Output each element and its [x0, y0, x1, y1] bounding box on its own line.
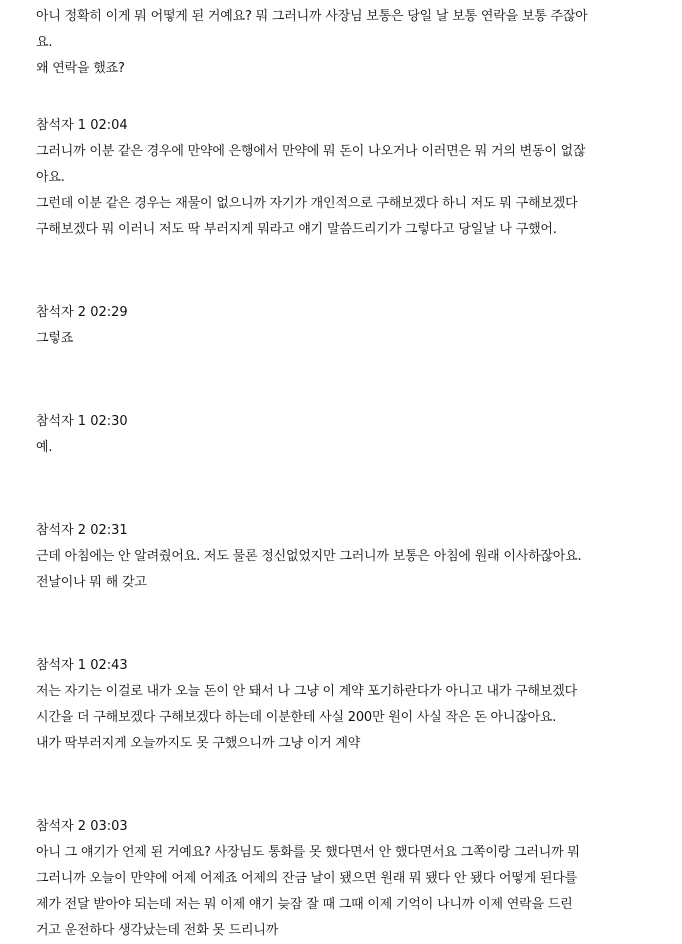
- speaker-timestamp: 참석자 2 02:31: [36, 523, 128, 538]
- utterance-block: [36, 518, 654, 596]
- transcript-line: 내가 딱부러지게 오늘까지도 못 구했으니까 그냥 이거 계약: [36, 736, 361, 751]
- spacer: [36, 243, 654, 300]
- utterance-block: [36, 409, 654, 461]
- spacer: [36, 757, 654, 814]
- speaker-timestamp: 참석자 1 02:04: [36, 118, 128, 133]
- transcript-line: 왜 연락을 했죠?: [36, 61, 125, 76]
- transcript-line: 예.: [36, 440, 53, 455]
- transcript-line: 전날이나 뭐 해 갖고: [36, 575, 147, 590]
- speaker-timestamp: 참석자 1 02:30: [36, 414, 128, 429]
- transcript-line: 아요.: [36, 170, 65, 185]
- utterance-block: [36, 300, 654, 352]
- transcript-line: 그런데 이분 같은 경우는 재물이 없으니까 자기가 개인적으로 구해보겠다 하니 저도 뭐 구해보겠다: [36, 196, 578, 211]
- transcript-line: 그렇죠: [36, 331, 74, 346]
- speaker-timestamp: 참석자 1 02:43: [36, 658, 128, 673]
- utterance-block: [36, 113, 654, 243]
- transcript-line: 시간을 더 구해보겠다 구해보겠다 하는데 이분한테 사실 200만 원이 사실 작은 돈 아니잖아요.: [36, 710, 557, 725]
- spacer: [36, 596, 654, 653]
- transcript-line: 구해보겠다 뭐 이러니 저도 딱 부러지게 뭐라고 얘기 말씀드리기가 그렇다고 당일날 나 구했어.: [36, 222, 557, 237]
- transcript-line: 아니 정확히 이게 뭐 어떻게 된 거예요? 뭐 그러니까 사장님 보통은 당일 날 보통 연락을 보통 주잖아: [36, 9, 588, 24]
- spacer: [36, 461, 654, 518]
- transcript-line: 거고 운전하다 생각났는데 전화 못 드리니까: [36, 923, 279, 938]
- transcript-line: 아니 그 얘기가 언제 된 거예요? 사장님도 통화를 못 했다면서 안 했다면서요 그쪽이랑 그러니까 뭐: [36, 845, 580, 860]
- transcript-line: 제가 전달 받아야 되는데 저는 뭐 이제 얘기 늦잠 잘 때 그때 이제 기억이 나니까 이제 연락을 드린: [36, 897, 573, 912]
- transcript-line: 그러니까 오늘이 만약에 어제 어제죠 어제의 잔금 날이 됐으면 원래 뭐 됐다 안 됐다 어떻게 된다를: [36, 871, 577, 886]
- speaker-timestamp: 참석자 2 02:29: [36, 305, 128, 320]
- utterance-block: [36, 653, 654, 757]
- transcript-line: 저는 자기는 이걸로 내가 오늘 돈이 안 돼서 나 그냥 이 계약 포기하란다가 아니고 내가 구해보겠다: [36, 684, 577, 699]
- speaker-timestamp: 참석자 2 03:03: [36, 819, 128, 834]
- transcript-line: 근데 아침에는 안 알려줬어요. 저도 물론 정신없었지만 그러니까 보통은 아침에 원래 이사하잖아요.: [36, 549, 582, 564]
- intro-block: [36, 4, 654, 82]
- utterance-block: [36, 814, 654, 944]
- transcript-line: 요.: [36, 35, 53, 50]
- spacer: [36, 82, 654, 113]
- spacer: [36, 352, 654, 409]
- transcript-line: 그러니까 이분 같은 경우에 만약에 은행에서 만약에 뭐 돈이 나오거나 이러면은 뭐 거의 변동이 없잖: [36, 144, 586, 159]
